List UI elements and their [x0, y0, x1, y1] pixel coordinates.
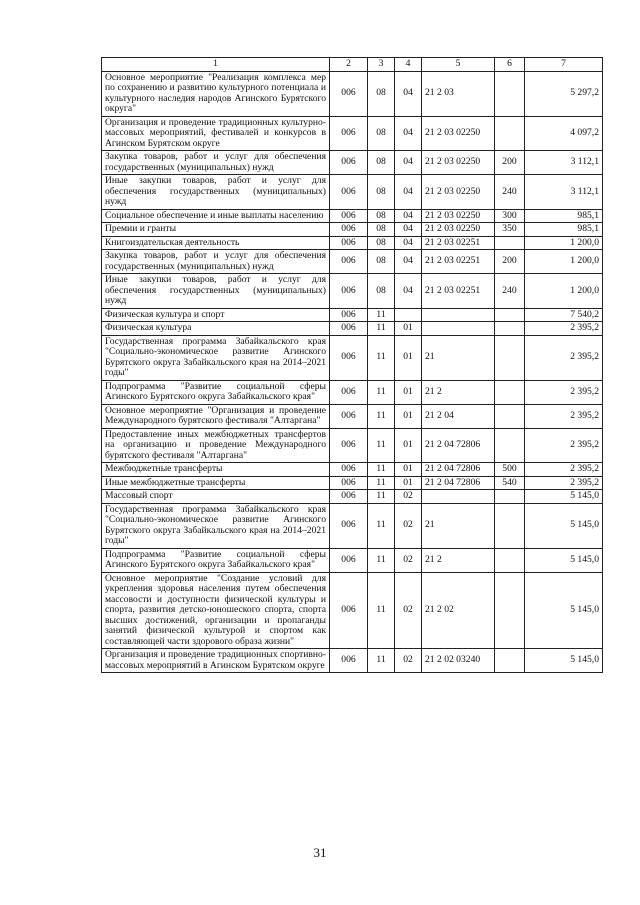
row-col-3: 11: [368, 308, 395, 322]
row-col-6: 200: [495, 250, 525, 274]
row-col-6: 300: [495, 209, 525, 223]
row-col-7: 1 200,0: [525, 250, 603, 274]
row-name: Государственная программа Забайкальского края "Социально-экономическое развитие Агинского Бурятского округа Забайкальского края на 2014–2021 годы": [102, 503, 330, 548]
table-row: [102, 572, 603, 649]
row-col-4: 01: [395, 380, 422, 404]
row-name: Физическая культура и спорт: [102, 308, 330, 322]
row-col-5: 21 2 03 02250: [422, 209, 495, 223]
row-col-3: 11: [368, 649, 395, 673]
row-col-6: [495, 503, 525, 548]
row-col-7: 3 112,1: [525, 151, 603, 175]
row-col-6: [495, 322, 525, 336]
row-col-2: 006: [330, 503, 368, 548]
row-col-5: 21 2 03 02251: [422, 250, 495, 274]
row-col-7: 985,1: [525, 209, 603, 223]
row-col-2: 006: [330, 322, 368, 336]
row-col-3: 08: [368, 209, 395, 223]
row-col-5: 21 2 03 02250: [422, 175, 495, 210]
row-col-7: 5 145,0: [525, 548, 603, 572]
row-col-5: 21 2 03: [422, 71, 495, 116]
row-col-5: 21 2: [422, 548, 495, 572]
row-col-3: 08: [368, 223, 395, 237]
row-col-7: 5 297,2: [525, 71, 603, 116]
row-col-2: 006: [330, 175, 368, 210]
row-col-4: 04: [395, 151, 422, 175]
row-col-5: 21: [422, 335, 495, 380]
row-name: Подпрограмма "Развитие социальной сферы Агинского Бурятского округа Забайкальского края": [102, 548, 330, 572]
row-col-6: 540: [495, 476, 525, 490]
row-name: Основное мероприятие "Организация и проведение Международного бурятского фестиваля "Алтаргана": [102, 404, 330, 428]
table-row: [102, 322, 603, 336]
table-row: [102, 335, 603, 380]
row-col-5: 21 2 03 02250: [422, 223, 495, 237]
row-col-2: 006: [330, 476, 368, 490]
table-row: [102, 503, 603, 548]
row-col-7: 2 395,2: [525, 463, 603, 477]
row-col-6: 200: [495, 151, 525, 175]
row-col-4: 01: [395, 428, 422, 463]
row-col-7: 2 395,2: [525, 428, 603, 463]
budget-table: [101, 57, 603, 673]
table-row: [102, 175, 603, 210]
row-col-4: [395, 308, 422, 322]
row-col-4: 02: [395, 548, 422, 572]
row-col-4: 04: [395, 250, 422, 274]
row-col-5: 21 2 02: [422, 572, 495, 649]
row-col-3: 08: [368, 274, 395, 309]
row-col-6: [495, 572, 525, 649]
header-col-7: 7: [525, 58, 603, 72]
row-col-3: 11: [368, 503, 395, 548]
row-col-6: 240: [495, 175, 525, 210]
row-col-5: 21 2 04 72806: [422, 463, 495, 477]
row-col-4: 04: [395, 116, 422, 151]
row-col-3: 11: [368, 548, 395, 572]
row-col-4: 04: [395, 209, 422, 223]
row-col-5: 21: [422, 503, 495, 548]
row-col-4: 01: [395, 463, 422, 477]
row-col-4: 02: [395, 649, 422, 673]
table-row: [102, 223, 603, 237]
row-col-4: 02: [395, 490, 422, 504]
table-row: [102, 463, 603, 477]
row-col-6: [495, 236, 525, 250]
row-name: Массовый спорт: [102, 490, 330, 504]
row-name: Организация и проведение традиционных спортивно-массовых мероприятий в Агинском Бурятском округе: [102, 649, 330, 673]
row-col-3: 08: [368, 116, 395, 151]
row-col-2: 006: [330, 463, 368, 477]
row-col-2: 006: [330, 649, 368, 673]
row-col-7: 2 395,2: [525, 380, 603, 404]
table-row: [102, 308, 603, 322]
row-col-7: 2 395,2: [525, 322, 603, 336]
row-col-3: 11: [368, 572, 395, 649]
row-col-3: 08: [368, 151, 395, 175]
row-col-3: 11: [368, 463, 395, 477]
row-name: Закупка товаров, работ и услуг для обеспечения государственных (муниципальных) нужд: [102, 250, 330, 274]
row-col-3: 08: [368, 175, 395, 210]
row-col-2: 006: [330, 151, 368, 175]
row-col-6: [495, 428, 525, 463]
row-col-2: 006: [330, 250, 368, 274]
row-name: Иные межбюджетные трансферты: [102, 476, 330, 490]
row-col-4: 02: [395, 572, 422, 649]
row-col-5: 21 2 03 02251: [422, 274, 495, 309]
row-col-3: 08: [368, 250, 395, 274]
row-col-4: 04: [395, 236, 422, 250]
row-col-5: 21 2 04 72806: [422, 476, 495, 490]
row-col-2: 006: [330, 404, 368, 428]
row-col-7: 5 145,0: [525, 503, 603, 548]
row-col-7: 985,1: [525, 223, 603, 237]
row-col-6: 240: [495, 274, 525, 309]
row-col-7: 3 112,1: [525, 175, 603, 210]
row-col-2: 006: [330, 380, 368, 404]
row-col-5: [422, 490, 495, 504]
header-col-6: 6: [495, 58, 525, 72]
page-number: 31: [313, 845, 327, 860]
header-col-2: 2: [330, 58, 368, 72]
table-row: [102, 476, 603, 490]
row-col-5: 21 2 03 02250: [422, 151, 495, 175]
row-col-6: [495, 380, 525, 404]
row-col-6: 350: [495, 223, 525, 237]
row-col-7: 1 200,0: [525, 274, 603, 309]
header-col-1: 1: [102, 58, 330, 72]
row-col-3: 11: [368, 322, 395, 336]
row-col-2: 006: [330, 71, 368, 116]
row-name: Основное мероприятие "Реализация комплекса мер по сохранению и развитию культурного потенциала и культурного наследия народов Агинского Бурятского округа": [102, 71, 330, 116]
row-col-6: [495, 308, 525, 322]
table-row: [102, 490, 603, 504]
row-col-2: 006: [330, 274, 368, 309]
row-col-6: [495, 404, 525, 428]
row-col-7: 2 395,2: [525, 335, 603, 380]
row-col-5: 21 2 03 02251: [422, 236, 495, 250]
row-col-4: 01: [395, 335, 422, 380]
row-col-6: [495, 71, 525, 116]
row-col-6: [495, 649, 525, 673]
row-col-7: 5 145,0: [525, 490, 603, 504]
row-col-5: 21 2: [422, 380, 495, 404]
row-col-4: 04: [395, 71, 422, 116]
table-row: [102, 428, 603, 463]
row-name: Закупка товаров, работ и услуг для обеспечения государственных (муниципальных) нужд: [102, 151, 330, 175]
row-col-3: 08: [368, 236, 395, 250]
row-col-3: 11: [368, 404, 395, 428]
row-col-4: 02: [395, 503, 422, 548]
row-col-5: [422, 308, 495, 322]
row-col-6: [495, 548, 525, 572]
table-row: [102, 250, 603, 274]
header-col-3: 3: [368, 58, 395, 72]
row-col-7: 5 145,0: [525, 649, 603, 673]
row-col-2: 006: [330, 335, 368, 380]
table-row: [102, 404, 603, 428]
header-col-5: 5: [422, 58, 495, 72]
row-col-4: 01: [395, 404, 422, 428]
row-col-3: 11: [368, 476, 395, 490]
row-col-3: 11: [368, 490, 395, 504]
row-col-7: 2 395,2: [525, 404, 603, 428]
row-col-2: 006: [330, 428, 368, 463]
table-row: [102, 274, 603, 309]
row-col-5: 21 2 02 03240: [422, 649, 495, 673]
table-row: [102, 116, 603, 151]
table-row: [102, 380, 603, 404]
row-col-7: 1 200,0: [525, 236, 603, 250]
row-col-7: 5 145,0: [525, 572, 603, 649]
row-col-3: 11: [368, 335, 395, 380]
row-col-4: 01: [395, 322, 422, 336]
row-col-5: 21 2 04: [422, 404, 495, 428]
row-col-6: [495, 490, 525, 504]
row-col-2: 006: [330, 223, 368, 237]
row-name: Премии и гранты: [102, 223, 330, 237]
row-col-4: 01: [395, 476, 422, 490]
row-col-5: 21 2 04 72806: [422, 428, 495, 463]
row-col-2: 006: [330, 490, 368, 504]
row-col-3: 11: [368, 428, 395, 463]
row-col-4: 04: [395, 175, 422, 210]
table-body: [102, 71, 603, 673]
row-col-2: 006: [330, 548, 368, 572]
row-col-2: 006: [330, 209, 368, 223]
row-col-7: 7 540,2: [525, 308, 603, 322]
row-name: Иные закупки товаров, работ и услуг для обеспечения государственных (муниципальных) нужд: [102, 274, 330, 309]
row-col-7: 4 097,2: [525, 116, 603, 151]
row-col-2: 006: [330, 236, 368, 250]
row-col-5: [422, 322, 495, 336]
row-col-3: 08: [368, 71, 395, 116]
table-row: [102, 71, 603, 116]
row-name: Социальное обеспечение и иные выплаты населению: [102, 209, 330, 223]
row-name: Государственная программа Забайкальского края "Социально-экономическое развитие Агинского Бурятского округа Забайкальского края на 2014–2021 годы": [102, 335, 330, 380]
table-row: [102, 236, 603, 250]
row-col-3: 11: [368, 380, 395, 404]
table-header-row: [102, 58, 603, 72]
row-name: Подпрограмма "Развитие социальной сферы Агинского Бурятского округа Забайкальского края": [102, 380, 330, 404]
row-name: Книгоиздательская деятельность: [102, 236, 330, 250]
row-name: Межбюджетные трансферты: [102, 463, 330, 477]
table-row: [102, 151, 603, 175]
row-col-4: 04: [395, 274, 422, 309]
row-col-2: 006: [330, 116, 368, 151]
row-name: Физическая культура: [102, 322, 330, 336]
table-row: [102, 649, 603, 673]
row-col-2: 006: [330, 572, 368, 649]
row-col-6: 500: [495, 463, 525, 477]
row-col-6: [495, 335, 525, 380]
row-col-6: [495, 116, 525, 151]
table-row: [102, 209, 603, 223]
row-name: Основное мероприятие "Создание условий для укрепления здоровья населения путем обеспечения массовости и доступности физической культуры и спорта, развития детско-юношеского спорта, спорта высших достижений, организации и пропаганды занятий физической культурой и спортом как составляющей части здорового образа жизни": [102, 572, 330, 649]
row-col-5: 21 2 03 02250: [422, 116, 495, 151]
row-name: Организация и проведение традиционных культурно-массовых мероприятий, фестивалей и конкурсов в Агинском Бурятском округе: [102, 116, 330, 151]
row-name: Предоставление иных межбюджетных трансфертов на организацию и проведение Международного бурятского фестиваля "Алтаргана": [102, 428, 330, 463]
row-col-4: 04: [395, 223, 422, 237]
row-col-7: 2 395,2: [525, 476, 603, 490]
row-name: Иные закупки товаров, работ и услуг для обеспечения государственных (муниципальных) нужд: [102, 175, 330, 210]
header-col-4: 4: [395, 58, 422, 72]
row-col-2: 006: [330, 308, 368, 322]
table-row: [102, 548, 603, 572]
